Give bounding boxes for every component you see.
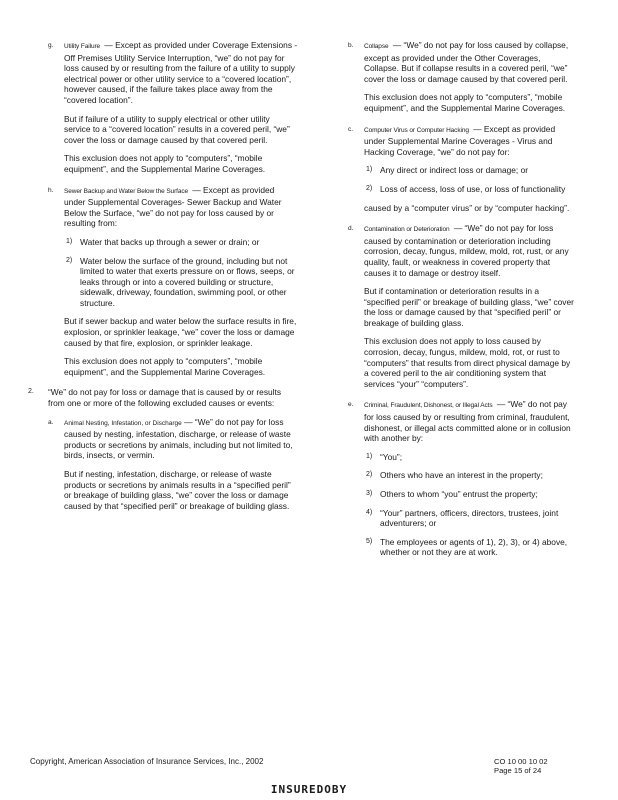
form-info [494, 757, 548, 775]
exclusion-h-sewer-backup [32, 185, 298, 378]
exclusion-paragraph: Criminal, Fraudulent, Dishonest, or Illegal Acts — “We” do not pay for loss caused by or resulting from criminal, fraudulent, dishonest, or illegal acts committed alone or in collusion with another by: [364, 399, 571, 444]
exclusion-marker: e. [348, 401, 354, 409]
exclusion-paragraph: Computer Virus or Computer Hacking — Except as provided under Supplemental Marine Coverages - Virus and Hacking Coverage, “we” do not pay for: [364, 123, 556, 157]
exclusion-heading: Collapse [364, 43, 389, 50]
exclusion-paragraph: This exclusion does not apply to “computers”, “mobile equipment”, and the Supplemental Marine Coverages. [64, 356, 266, 377]
list-item: 1) “You”; [366, 451, 403, 462]
section-marker: 2. [28, 388, 34, 396]
exclusion-paragraph: Sewer Backup and Water Below the Surface — Except as provided under Supplemental Coverages- Sewer Backup and Water Below the Surface, “we” do not pay for loss caused by or resulting from: [64, 184, 282, 229]
section-2-excluded-causes [28, 387, 298, 511]
exclusion-e-criminal-acts [344, 399, 576, 558]
page-number: Page 15 of 24 [494, 766, 542, 775]
exclusion-marker: a. [48, 418, 54, 426]
exclusion-a-animal-nesting [48, 417, 298, 512]
exclusion-marker: d. [348, 225, 354, 233]
exclusion-c-computer-virus [344, 124, 576, 214]
list-item: 2) Water below the surface of the ground, including but not limited to water that exerts pressure on or flows, seeps, or leaks through or into a covered building or structure, sidewalk, driveway, foundation, swimming pool, or other structure. [66, 255, 295, 308]
exclusion-paragraph: This exclusion does not apply to loss caused by corrosion, decay, fungus, mildew, mold, rot, or rust to “computers” that results from direct physical damage by a covered peril to the air conditioning system that services “your” “computers”. [364, 336, 571, 389]
list-item: 1) Water that backs up through a sewer or drain; or [66, 236, 260, 247]
exclusion-g-utility-failure [32, 40, 298, 175]
list-item: 3) Others to whom “you” entrust the property; [366, 489, 538, 499]
list-item: 4) “Your” partners, officers, directors, trustees, joint adventurers; or [366, 507, 559, 529]
exclusion-paragraph: caused by a “computer virus” or by “computer hacking”. [364, 202, 570, 213]
exclusion-paragraph: But if sewer backup and water below the surface results in fire, explosion, or sprinkler leakage, “we” cover the loss or damage caused by that fire, explosion, or sprinkler leakage. [64, 316, 297, 348]
exclusion-paragraph: But if failure of a utility to supply electrical or other utility service to a “covered location” results in a covered peril, “we” cover the loss or damage caused by that covered peril. [64, 113, 290, 145]
left-column [28, 40, 298, 521]
copyright-notice: Copyright, American Association of Insurance Services, Inc., 2002 [30, 757, 264, 766]
exclusion-marker: h. [48, 186, 54, 194]
exclusion-d-contamination [344, 223, 576, 389]
exclusion-heading: Utility Failure [64, 43, 101, 50]
exclusion-marker: c. [348, 125, 354, 133]
exclusion-b-collapse [344, 40, 576, 114]
right-column [344, 40, 576, 568]
exclusion-paragraph: Collapse — “We” do not pay for loss caused by collapse, except as provided under the Other Coverages, Collapse. But if collapse results in a covered peril, “we” cover the loss or damage caused by that covered peril. [364, 40, 569, 84]
exclusion-paragraph: Animal Nesting, Infestation, or Discharge — “We” do not pay for loss caused by nesting, infestation, discharge, or release of waste products or secretions by animals, including but not limited to, birds, insects, or vermin. [64, 416, 293, 461]
list-item: 2) Others who have an interest in the property; [366, 470, 543, 481]
exclusion-paragraph: This exclusion does not apply to “computers”, “mobile equipment”, and the Supplemental Marine Coverages. [364, 92, 566, 113]
exclusion-paragraph: Utility Failure — Except as provided under Coverage Extensions - Off Premises Utility Service Interruption, “we” do not pay for loss caused by or resulting from the failure of a utility to supply electrical power or other utility service to a “covered location”, however caused, if the failure takes place away from the “covered location”. [64, 40, 298, 105]
exclusion-heading: Computer Virus or Computer Hacking [364, 126, 469, 134]
exclusion-heading: Criminal, Fraudulent, Dishonest, or Illegal Acts [364, 402, 493, 410]
exclusion-paragraph: But if nesting, infestation, discharge, or release of waste products or secretions by animals results in a “specified peril” or breakage of building glass, “we” cover the loss or damage caused by that “specified peril” or breakage of building glass. [64, 469, 291, 511]
exclusion-paragraph: Contamination or Deterioration — “We” do not pay for loss caused by contamination or deterioration including corrosion, decay, fungus, mildew, mold, rot, rust, or any quality, fault, or weakness in covered property that causes it to damage or destroy itself. [364, 223, 569, 278]
form-number: CO 10 00 10 02 [494, 757, 548, 766]
exclusion-marker: b. [348, 42, 354, 49]
exclusion-marker: g. [48, 42, 54, 49]
section-intro: “We” do not pay for loss or damage that is caused by or results from one or more of the following excluded causes or events: [48, 387, 282, 409]
exclusion-heading: Contamination or Deterioration [364, 226, 450, 234]
exclusion-paragraph: But if contamination or deterioration results in a “specified peril” or breakage of building glass, “we” cover the loss or damage caused by that “specified peril” or breakage of building glass. [364, 286, 574, 328]
list-item: 2) Loss of access, loss of use, or loss of functionality [366, 183, 566, 194]
exclusion-heading: Animal Nesting, Infestation, or Discharge [64, 419, 182, 427]
watermark: INSUREDOBY [270, 783, 348, 796]
exclusion-heading: Sewer Backup and Water Below the Surface [64, 187, 189, 195]
list-item: 1) Any direct or indirect loss or damage; or [366, 165, 529, 176]
list-item: 5) The employees or agents of 1), 2), 3), or 4) above, whether or not they are at work. [366, 536, 568, 558]
exclusion-paragraph: This exclusion does not apply to “computers”, “mobile equipment”, and the Supplemental Marine Coverages. [64, 153, 266, 174]
